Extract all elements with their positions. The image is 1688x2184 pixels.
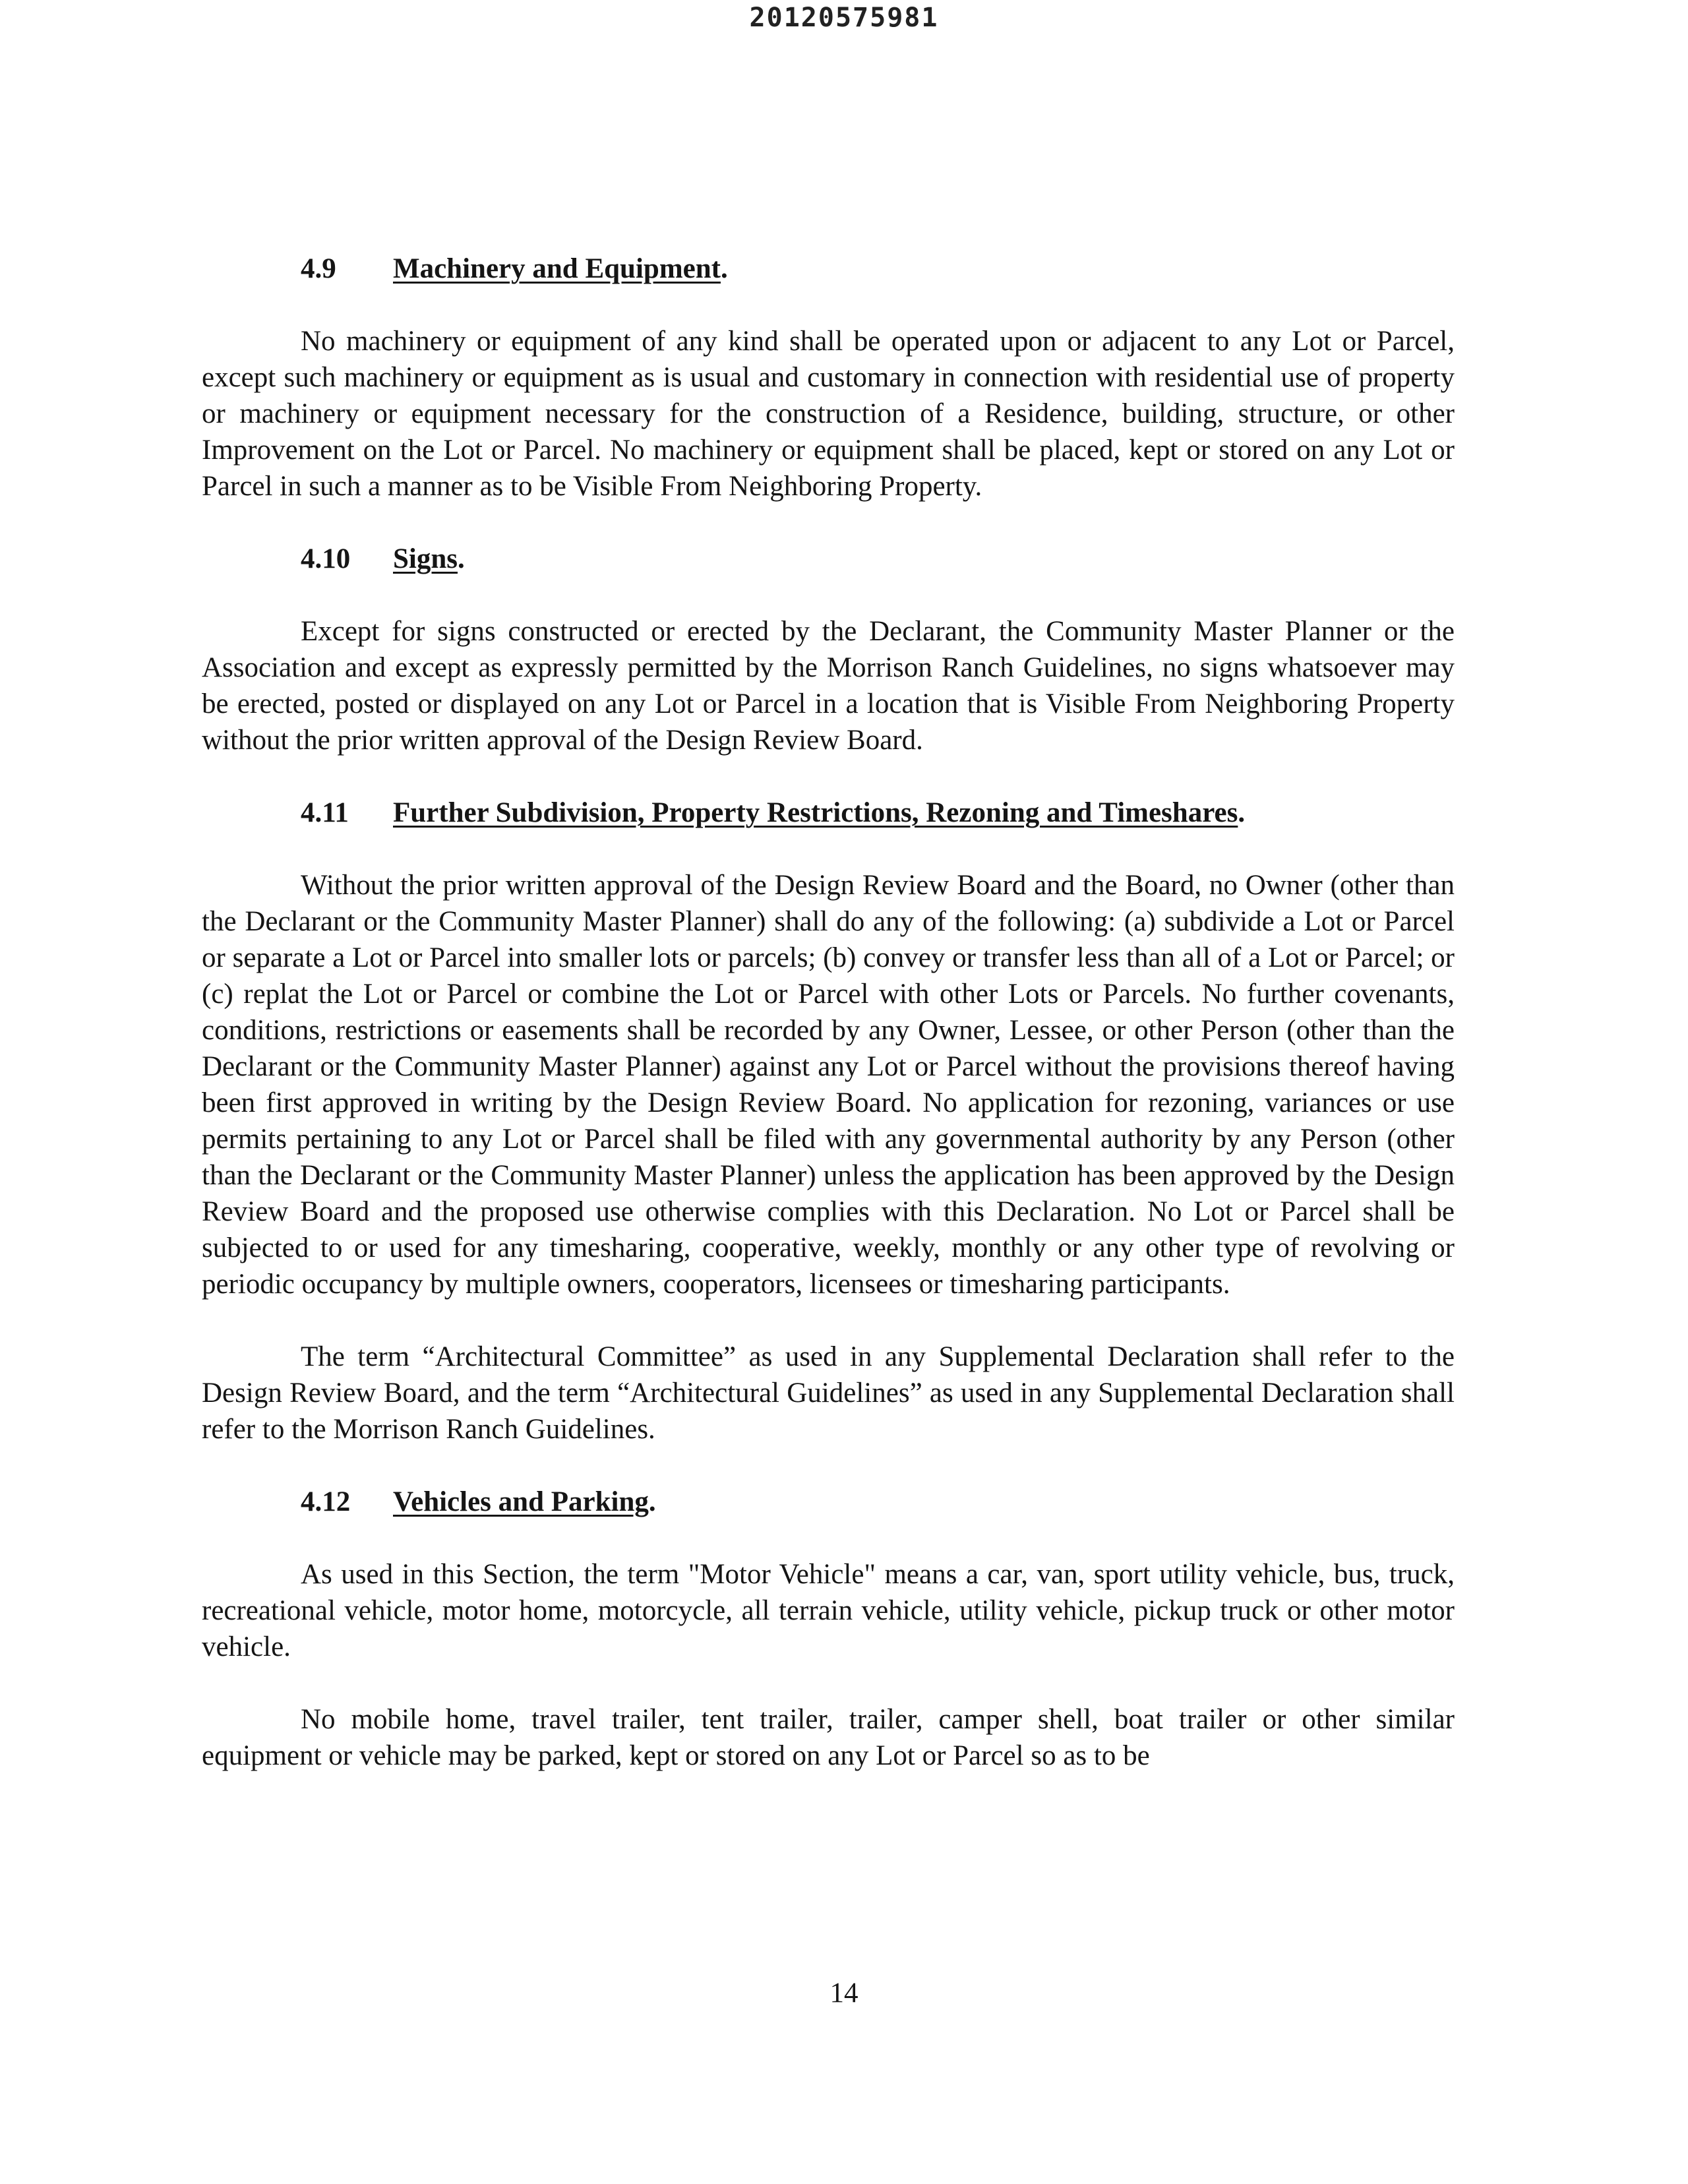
section-paragraph: Except for signs constructed or erected by the Declarant, the Community Master Planner or the Association and except as expressly permitted by the Morrison Ranch Guidelines, no signs whatsoever may be erected, posted or displayed on any Lot or Parcel in a location that is Visible From Neighboring Property without the prior written approval of the Design Review Board.	[202, 616, 1455, 756]
section-heading-4-11: 4.11 Further Subdivision, Property Restrictions, Rezoning and Timeshares.	[301, 795, 1455, 831]
section-number: 4.9	[301, 253, 336, 284]
section-paragraph: No mobile home, travel trailer, tent trailer, trailer, camper shell, boat trailer or other similar equipment or vehicle may be parked, kept or stored on any Lot or Parcel so as to be	[202, 1704, 1455, 1771]
section-title: Further Subdivision, Property Restrictions, Rezoning and Timeshares	[393, 797, 1238, 828]
section-title: Machinery and Equipment	[393, 253, 721, 284]
section-paragraph: No machinery or equipment of any kind shall be operated upon or adjacent to any Lot or Parcel, except such machinery or equipment as is usual and customary in connection with residential use of property or machinery or equipment necessary for the construction of a Residence, building, structure, or other Improvement on the Lot or Parcel. No machinery or equipment shall be placed, kept or stored on any Lot or Parcel in such a manner as to be Visible From Neighboring Property.	[202, 326, 1455, 502]
section-paragraph: The term “Architectural Committee” as used in any Supplemental Declaration shall refer to the Design Review Board, and the term “Architectural Guidelines” as used in any Supplemental Declaration shall refer to the Morrison Ranch Guidelines.	[202, 1341, 1455, 1445]
section-number: 4.10	[301, 543, 351, 574]
section-heading-4-10: 4.10 Signs.	[301, 541, 1455, 577]
section-number: 4.11	[301, 797, 349, 828]
section-heading-4-12: 4.12 Vehicles and Parking.	[301, 1484, 1455, 1520]
page-number: 14	[829, 1978, 859, 2009]
recording-number: 20120575981	[749, 3, 939, 33]
section-paragraph: As used in this Section, the term "Motor Vehicle" means a car, van, sport utility vehicle, bus, truck, recreational vehicle, motor home, motorcycle, all terrain vehicle, utility vehicle, pickup truck or other motor vehicle.	[202, 1559, 1455, 1662]
section-title: Vehicles and Parking	[393, 1486, 649, 1517]
section-title: Signs	[393, 543, 458, 574]
section-paragraph: Without the prior written approval of the Design Review Board and the Board, no Owner (other than the Declarant or the Community Master Planner) shall do any of the following: (a) subdivide a Lot or Parcel or separate a Lot or Parcel into smaller lots or parcels; (b) convey or transfer less than all of a Lot or Parcel; or (c) replat the Lot or Parcel or combine the Lot or Parcel with other Lots or Parcels. No further covenants, conditions, restrictions or easements shall be recorded by any Owner, Lessee, or other Person (other than the Declarant or the Community Master Planner) against any Lot or Parcel without the provisions thereof having been first approved in writing by the Design Review Board. No application for rezoning, variances or use permits pertaining to any Lot or Parcel shall be filed with any governmental authority by any Person (other than the Declarant or the Community Master Planner) unless the application has been approved by the Design Review Board and the proposed use otherwise complies with this Declaration. No Lot or Parcel shall be subjected to or used for any timesharing, cooperative, weekly, monthly or any other type of revolving or periodic occupancy by multiple owners, cooperators, licensees or timesharing participants.	[202, 870, 1455, 1300]
section-number: 4.12	[301, 1486, 351, 1517]
section-heading-4-9: 4.9 Machinery and Equipment.	[301, 251, 1455, 287]
document-body	[202, 251, 1455, 1774]
